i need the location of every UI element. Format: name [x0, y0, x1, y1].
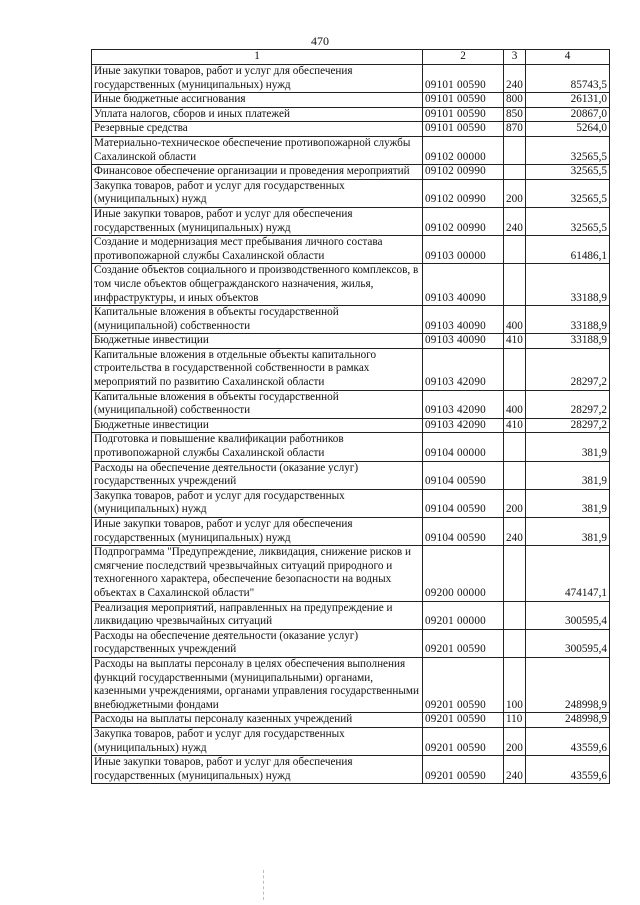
row-amount: 43559,6 [526, 727, 610, 755]
row-code: 09201 00590 [423, 727, 504, 755]
row-name: Создание и модернизация мест пребывания личного состава противопожарной службы Сахалинской области [92, 236, 423, 264]
table-row [92, 390, 610, 418]
row-expense-type [504, 433, 526, 461]
row-expense-type [504, 546, 526, 601]
row-code: 09201 00590 [423, 629, 504, 657]
row-amount: 28297,2 [526, 348, 610, 390]
row-amount: 381,9 [526, 433, 610, 461]
row-name: Резервные средства [92, 122, 423, 137]
row-expense-type: 870 [504, 122, 526, 137]
table-row [92, 756, 610, 784]
row-name: Капитальные вложения в объекты государственной (муниципальной) собственности [92, 306, 423, 334]
row-amount: 32565,5 [526, 179, 610, 207]
row-expense-type: 200 [504, 489, 526, 517]
row-code: 09104 00590 [423, 518, 504, 546]
table-row [92, 179, 610, 207]
row-code: 09103 42090 [423, 390, 504, 418]
column-header: 4 [526, 50, 610, 65]
table-row [92, 418, 610, 433]
row-amount: 33188,9 [526, 334, 610, 349]
row-name: Закупка товаров, работ и услуг для государственных (муниципальных) нужд [92, 179, 423, 207]
table-row [92, 461, 610, 489]
row-code: 09101 00590 [423, 122, 504, 137]
row-name: Закупка товаров, работ и услуг для государственных (муниципальных) нужд [92, 727, 423, 755]
row-name: Подпрограмма "Предупреждение, ликвидация, снижение рисков и смягчение последствий чрезвычайных ситуаций природного и техногенного характера, обеспечение безопасности на водных объектах в Сахалинской области" [92, 546, 423, 601]
row-amount: 33188,9 [526, 306, 610, 334]
column-header: 1 [92, 50, 423, 65]
row-expense-type: 240 [504, 207, 526, 235]
row-expense-type [504, 136, 526, 164]
row-expense-type: 240 [504, 518, 526, 546]
row-amount: 300595,4 [526, 629, 610, 657]
page-fold-mark [263, 870, 265, 900]
row-amount: 248998,9 [526, 713, 610, 728]
row-expense-type: 200 [504, 179, 526, 207]
row-expense-type: 100 [504, 657, 526, 712]
row-expense-type [504, 461, 526, 489]
row-name: Расходы на обеспечение деятельности (оказание услуг) государственных учреждений [92, 461, 423, 489]
column-header: 3 [504, 50, 526, 65]
row-code: 09200 00000 [423, 546, 504, 601]
row-amount: 28297,2 [526, 418, 610, 433]
row-expense-type: 410 [504, 334, 526, 349]
row-amount: 32565,5 [526, 165, 610, 180]
table-row [92, 546, 610, 601]
table-row [92, 433, 610, 461]
budget-table [91, 49, 610, 784]
row-name: Расходы на обеспечение деятельности (оказание услуг) государственных учреждений [92, 629, 423, 657]
row-name: Финансовое обеспечение организации и проведения мероприятий [92, 165, 423, 180]
row-amount: 33188,9 [526, 264, 610, 306]
row-code: 09102 00990 [423, 179, 504, 207]
row-name: Иные закупки товаров, работ и услуг для обеспечения государственных (муниципальных) нужд [92, 518, 423, 546]
row-code: 09102 00990 [423, 207, 504, 235]
row-name: Реализация мероприятий, направленных на предупреждение и ликвидацию чрезвычайных ситуаций [92, 601, 423, 629]
row-code: 09103 00000 [423, 236, 504, 264]
row-code: 09104 00000 [423, 433, 504, 461]
row-name: Иные закупки товаров, работ и услуг для обеспечения государственных (муниципальных) нужд [92, 65, 423, 93]
row-expense-type: 110 [504, 713, 526, 728]
row-amount: 61486,1 [526, 236, 610, 264]
row-expense-type: 200 [504, 727, 526, 755]
table-row [92, 727, 610, 755]
row-expense-type [504, 629, 526, 657]
row-name: Уплата налогов, сборов и иных платежей [92, 107, 423, 122]
row-name: Подготовка и повышение квалификации работников противопожарной службы Сахалинской области [92, 433, 423, 461]
table-row [92, 107, 610, 122]
table-row [92, 657, 610, 712]
row-name: Иные бюджетные ассигнования [92, 93, 423, 108]
table-row [92, 489, 610, 517]
table-header [92, 50, 610, 65]
page-number: 470 [311, 34, 329, 48]
row-expense-type [504, 165, 526, 180]
row-name: Расходы на выплаты персоналу в целях обеспечения выполнения функций государственными (муниципальными) органами, казенными учреждениями, органами управления государственными внебюджетными фондами [92, 657, 423, 712]
row-code: 09201 00590 [423, 657, 504, 712]
row-amount: 26131,0 [526, 93, 610, 108]
row-name: Иные закупки товаров, работ и услуг для обеспечения государственных (муниципальных) нужд [92, 207, 423, 235]
row-name: Капитальные вложения в объекты государственной (муниципальной) собственности [92, 390, 423, 418]
row-name: Бюджетные инвестиции [92, 334, 423, 349]
row-expense-type: 850 [504, 107, 526, 122]
row-amount: 32565,5 [526, 136, 610, 164]
table-row [92, 601, 610, 629]
row-code: 09201 00000 [423, 601, 504, 629]
row-code: 09104 00590 [423, 461, 504, 489]
row-code: 09102 00000 [423, 136, 504, 164]
row-name: Капитальные вложения в отдельные объекты капитального строительства в государственной собственности в рамках мероприятий по развитию Сахалинской области [92, 348, 423, 390]
row-amount: 28297,2 [526, 390, 610, 418]
row-amount: 85743,5 [526, 65, 610, 93]
row-amount: 474147,1 [526, 546, 610, 601]
row-code: 09101 00590 [423, 107, 504, 122]
column-header: 2 [423, 50, 504, 65]
row-name: Закупка товаров, работ и услуг для государственных (муниципальных) нужд [92, 489, 423, 517]
row-amount: 32565,5 [526, 207, 610, 235]
row-amount: 5264,0 [526, 122, 610, 137]
row-code: 09102 00990 [423, 165, 504, 180]
row-amount: 20867,0 [526, 107, 610, 122]
row-code: 09201 00590 [423, 756, 504, 784]
row-name: Иные закупки товаров, работ и услуг для обеспечения государственных (муниципальных) нужд [92, 756, 423, 784]
row-code: 09101 00590 [423, 65, 504, 93]
row-amount: 248998,9 [526, 657, 610, 712]
row-name: Создание объектов социального и производственного комплексов, в том числе объектов общегражданского назначения, жилья, инфраструктуры, и иных объектов [92, 264, 423, 306]
table-row [92, 65, 610, 93]
table-row [92, 334, 610, 349]
row-amount: 381,9 [526, 489, 610, 517]
table-row [92, 136, 610, 164]
row-expense-type: 240 [504, 65, 526, 93]
table-row [92, 93, 610, 108]
table-body [92, 65, 610, 784]
table-row [92, 348, 610, 390]
row-amount: 300595,4 [526, 601, 610, 629]
row-name: Бюджетные инвестиции [92, 418, 423, 433]
row-code: 09201 00590 [423, 713, 504, 728]
row-code: 09104 00590 [423, 489, 504, 517]
row-expense-type: 800 [504, 93, 526, 108]
row-name: Расходы на выплаты персоналу казенных учреждений [92, 713, 423, 728]
row-code: 09103 40090 [423, 334, 504, 349]
table-row [92, 165, 610, 180]
row-amount: 381,9 [526, 461, 610, 489]
table-row [92, 264, 610, 306]
table-row [92, 236, 610, 264]
row-amount: 43559,6 [526, 756, 610, 784]
row-code: 09103 42090 [423, 418, 504, 433]
row-amount: 381,9 [526, 518, 610, 546]
row-code: 09103 40090 [423, 306, 504, 334]
table-row [92, 518, 610, 546]
row-expense-type: 410 [504, 418, 526, 433]
row-code: 09103 42090 [423, 348, 504, 390]
row-expense-type: 400 [504, 390, 526, 418]
table-row [92, 122, 610, 137]
row-code: 09101 00590 [423, 93, 504, 108]
row-name: Материально-техническое обеспечение противопожарной службы Сахалинской области [92, 136, 423, 164]
table-row [92, 629, 610, 657]
row-expense-type [504, 601, 526, 629]
row-expense-type [504, 264, 526, 306]
table-row [92, 207, 610, 235]
row-expense-type [504, 236, 526, 264]
row-code: 09103 40090 [423, 264, 504, 306]
table-row [92, 306, 610, 334]
row-expense-type: 400 [504, 306, 526, 334]
table-row [92, 713, 610, 728]
row-expense-type [504, 348, 526, 390]
row-expense-type: 240 [504, 756, 526, 784]
